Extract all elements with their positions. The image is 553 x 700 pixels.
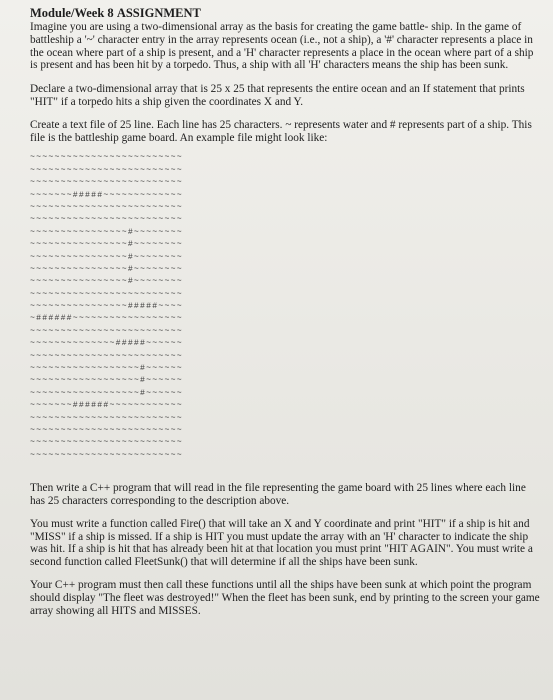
create-paragraph: Create a text file of 25 line. Each line has 25 characters. ~ represents water and # represents part of a ship. This file is the battleship game board. An example file might look like: <box>30 118 532 144</box>
final-paragraph: Your C++ program must then call these functions until all the ships have been sunk at which point the program should display "The fleet was destroyed!" When the fleet has been sunk, end by printing to the screen your game array showing all HITS and MISSES. <box>30 578 540 617</box>
board-line: ~~~~~~~~~~~~~~~~~~~~~~~~~ <box>30 326 183 336</box>
board-line: ~~~~~~~~~~~~~~~~~~#~~~~~~ <box>30 388 183 398</box>
board-line: ~~~~~~~~~~~~~~~~~~~~~~~~~ <box>30 351 183 361</box>
board-line: ~~~~~~~~~~~~~~~~~~~~~~~~~ <box>30 202 183 212</box>
board-line: ~~~~~~~~~~~~~~~~~~~~~~~~~ <box>30 165 183 175</box>
board-line: ~~~~~~~~~~~~~~~~#~~~~~~~~ <box>30 277 183 287</box>
board-line: ~~~~~~~~~~~~~~~~~~~~~~~~~ <box>30 289 183 299</box>
page-heading <box>30 6 541 20</box>
board-line: ~~~~~~~#####~~~~~~~~~~~~~ <box>30 190 183 200</box>
module-label: Module/Week 8 <box>30 6 114 20</box>
board-line: ~~~~~~~~~~~~~~~~~~~~~~~~~ <box>30 178 183 188</box>
board-line: ~~~~~~~~~~~~~~~~~~~~~~~~~ <box>30 438 183 448</box>
fire-paragraph: You must write a function called Fire() that will take an X and Y coordinate and print "HIT" if a ship is hit and "MISS" if a ship is missed. If a ship is HIT you must update the array with an 'H' character to indicate the ship was hit. If a ship is hit that has already been hit at that location you must print "HIT AGAIN". You must write a second function called FleetSunk() that will determine if all the ships have been sunk. <box>30 517 533 569</box>
board-line: ~~~~~~~~~~~~~~~~~~#~~~~~~ <box>30 376 183 386</box>
assignment-label: ASSIGNMENT <box>116 6 201 20</box>
board-line: ~~~~~~~~~~~~~~~~#~~~~~~~~ <box>30 227 183 237</box>
board-line: ~~~~~~~~~~~~~~~~#~~~~~~~~ <box>30 252 183 262</box>
board-line: ~~~~~~~######~~~~~~~~~~~~ <box>30 401 183 411</box>
board-line: ~~~~~~~~~~~~~~#####~~~~~~ <box>30 339 183 349</box>
board-line: ~~~~~~~~~~~~~~~~#~~~~~~~~ <box>30 240 183 250</box>
board-line: ~~~~~~~~~~~~~~~~~~~~~~~~~ <box>30 425 183 435</box>
battleship-board <box>30 152 541 462</box>
declare-paragraph: Declare a two-dimensional array that is 25 x 25 that represents the entire ocean and an If statement that prints "HIT" if a torpedo hits a ship given the coordinates X and Y. <box>30 83 525 108</box>
intro-paragraph: Imagine you are using a two-dimensional array as the basis for creating the game battle- ship. In the game of battleship a '~' character entry in the array represents ocean (i.e., not a ship), a '#' character represents a place in the ocean where part of a ship is present, and a 'H' character represents a place in the ocean where part of a ship is present and has been hit by a torpedo. Thus, a ship with all 'H' characters means the ship has been sunk. <box>30 21 534 72</box>
board-line: ~~~~~~~~~~~~~~~~~~~~~~~~~ <box>30 450 183 460</box>
board-line: ~~~~~~~~~~~~~~~~~~#~~~~~~ <box>30 364 183 374</box>
board-line: ~~~~~~~~~~~~~~~~#~~~~~~~~ <box>30 264 183 274</box>
board-line: ~~~~~~~~~~~~~~~~~~~~~~~~~ <box>30 153 183 163</box>
board-line: ~~~~~~~~~~~~~~~~~~~~~~~~~ <box>30 413 183 423</box>
then-paragraph: Then write a C++ program that will read in the file representing the game board with 25 lines where each line has 25 characters corresponding to the description above. <box>30 482 526 507</box>
board-line: ~######~~~~~~~~~~~~~~~~~~ <box>30 314 183 324</box>
board-line: ~~~~~~~~~~~~~~~~#####~~~~ <box>30 302 183 312</box>
board-line: ~~~~~~~~~~~~~~~~~~~~~~~~~ <box>30 215 183 225</box>
